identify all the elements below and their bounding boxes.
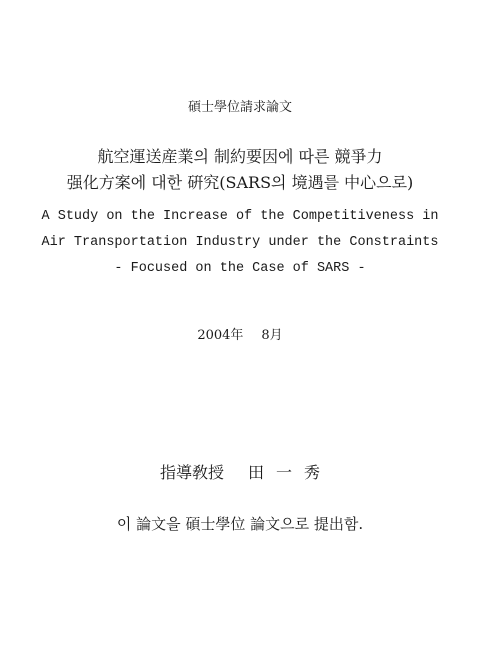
- advisor-label: 指導敎授: [159, 463, 224, 482]
- korean-title-line-2: 强化方案에 대한 硏究(SARS의 境遇를 中心으로): [66, 173, 414, 192]
- advisor-name-char-1: 田: [247, 463, 264, 482]
- date-year: 2004年: [197, 328, 244, 343]
- english-title-line-2: Air Transportation Industry under the Constraints: [41, 235, 439, 250]
- submission-statement: 이 論文을 碩士學位 論文으로 提出함.: [116, 515, 364, 533]
- advisor-name-char-3: 秀: [304, 463, 321, 482]
- advisor-name-char-2: 一: [276, 463, 293, 482]
- korean-title-line-1: 航空運送産業의 制約要因에 따른 競爭力: [97, 147, 383, 166]
- submission-date: [0, 324, 480, 343]
- advisor-line: [0, 460, 480, 483]
- english-subtitle: - Focused on the Case of SARS -: [114, 261, 366, 276]
- degree-line: 碩士學位請求論文: [187, 100, 292, 115]
- date-month: 8月: [261, 328, 283, 343]
- english-title-line-1: A Study on the Increase of the Competitiveness in: [41, 209, 439, 224]
